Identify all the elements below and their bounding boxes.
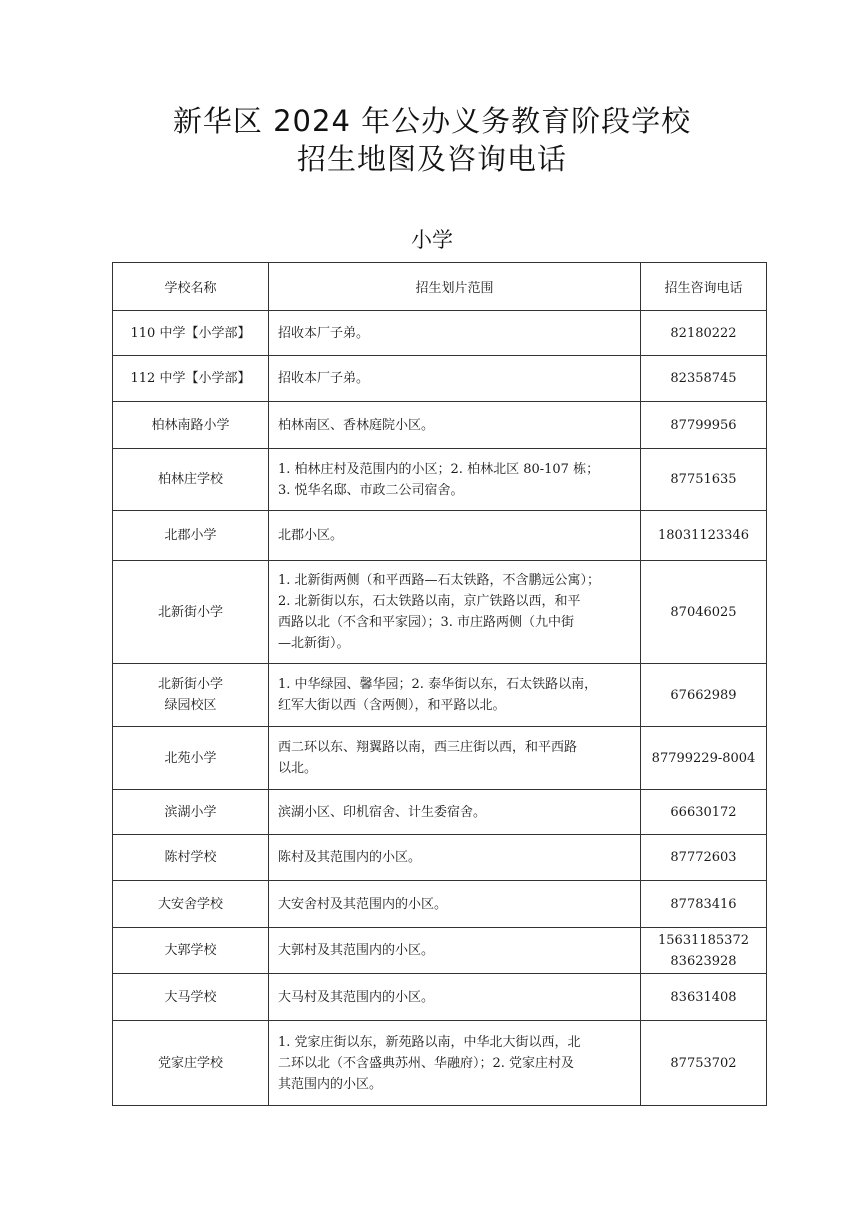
phone-line: 67662989 xyxy=(670,687,737,703)
enrollment-area-line: 柏林南区、香林庭院小区。 xyxy=(278,417,435,433)
enrollment-area-line: —北新街）。 xyxy=(278,636,350,651)
school-name-line: 大安舍学校 xyxy=(157,896,223,912)
phone-cell xyxy=(641,511,767,561)
table-header-row xyxy=(113,263,767,311)
enrollment-area-line: 招收本厂子弟。 xyxy=(278,325,370,341)
phone-line: 87753702 xyxy=(670,1055,737,1071)
phone-line: 82180222 xyxy=(670,325,737,341)
phone-cell xyxy=(641,835,767,881)
table-row xyxy=(113,402,767,449)
table-row xyxy=(113,727,767,790)
phone-cell xyxy=(641,402,767,449)
enrollment-area-cell xyxy=(269,835,641,881)
enrollment-area-line: 红军大街以西（含两侧），和平路以北。 xyxy=(278,698,506,713)
enrollment-area-line: 2. 北新街以东，石太铁路以南，京广铁路以西，和平 xyxy=(278,594,581,609)
header-phone: 招生咨询电话 xyxy=(641,263,767,311)
table-row xyxy=(113,561,767,664)
phone-cell xyxy=(641,928,767,974)
phone-cell xyxy=(641,561,767,664)
school-name-cell xyxy=(113,790,269,835)
school-name-cell xyxy=(113,835,269,881)
school-name-line: 北新街小学 xyxy=(157,677,223,692)
phone-cell xyxy=(641,790,767,835)
phone-line: 66630172 xyxy=(670,804,737,820)
phone-line: 87799956 xyxy=(670,417,737,433)
phone-line: 83623928 xyxy=(670,953,737,969)
enrollment-area-line: 其范围内的小区。 xyxy=(278,1076,383,1092)
table-row xyxy=(113,511,767,561)
enrollment-area-cell xyxy=(269,928,641,974)
phone-line: 83631408 xyxy=(670,989,737,1005)
enrollment-area-line: 北郡小区。 xyxy=(278,528,344,543)
table-row xyxy=(113,928,767,974)
enrollment-area-line: 二环以北（不含盛典苏州、华融府）；2. 党家庄村及 xyxy=(278,1055,575,1071)
school-name-line: 110 中学【小学部】 xyxy=(130,325,251,341)
phone-line: 82358745 xyxy=(670,371,737,386)
school-name-line: 大马学校 xyxy=(164,989,217,1005)
table-row xyxy=(113,449,767,511)
enrollment-area-line: 西二环以东、翔翼路以南，西三庄街以西，和平西路 xyxy=(278,740,578,755)
table-row xyxy=(113,356,767,402)
header-enrollment-area: 招生划片范围 xyxy=(269,263,641,311)
enrollment-area-line: 1. 北新街两侧（和平西路—石太铁路，不含鹏远公寓）； xyxy=(278,573,601,588)
school-name-line: 柏林南路小学 xyxy=(151,417,230,433)
phone-line: 87783416 xyxy=(670,896,737,912)
phone-cell xyxy=(641,664,767,727)
phone-line: 87772603 xyxy=(670,850,737,865)
enrollment-area-line: 陈村及其范围内的小区。 xyxy=(278,850,422,865)
school-name-line: 大郭学校 xyxy=(164,943,217,958)
enrollment-area-line: 西路以北（不含和平家园）；3. 市庄路两侧（九中街 xyxy=(278,615,575,630)
enrollment-area-line: 3. 悦华名邸、市政二公司宿舍。 xyxy=(278,482,464,498)
table-row xyxy=(113,974,767,1021)
table-row xyxy=(113,790,767,835)
phone-cell xyxy=(641,881,767,928)
enrollment-area-line: 大郭村及其范围内的小区。 xyxy=(278,943,435,958)
school-name-cell xyxy=(113,511,269,561)
enrollment-area-cell xyxy=(269,511,641,561)
enrollment-area-line: 滨湖小区、印机宿舍、计生委宿舍。 xyxy=(278,804,487,820)
school-name-cell xyxy=(113,311,269,356)
section-heading: 小学 xyxy=(411,228,453,252)
school-name-line: 柏林庄学校 xyxy=(157,472,223,487)
phone-line: 87799229-8004 xyxy=(651,750,756,766)
table-row xyxy=(113,1021,767,1106)
enrollment-area-cell xyxy=(269,311,641,356)
document-title xyxy=(0,102,864,178)
phone-line: 18031123346 xyxy=(658,528,749,543)
enrollment-area-cell xyxy=(269,974,641,1021)
enrollment-area-cell xyxy=(269,356,641,402)
school-name-line: 北郡小学 xyxy=(164,528,217,543)
phone-cell xyxy=(641,311,767,356)
phone-line: 87751635 xyxy=(670,472,737,487)
enrollment-area-line: 大马村及其范围内的小区。 xyxy=(278,989,435,1005)
school-name-line: 党家庄学校 xyxy=(157,1055,223,1071)
enrollment-area-cell xyxy=(269,881,641,928)
enrollment-area-line: 1. 柏林庄村及范围内的小区；2. 柏林北区 80-107 栋； xyxy=(278,461,600,477)
phone-line: 15631185372 xyxy=(658,932,749,948)
enrollment-area-cell xyxy=(269,790,641,835)
phone-cell xyxy=(641,356,767,402)
enrollment-area-cell xyxy=(269,664,641,727)
enrollment-area-cell xyxy=(269,449,641,511)
table-row xyxy=(113,835,767,881)
title-line-1: 新华区 2024 年公办义务教育阶段学校 xyxy=(172,104,692,138)
school-name-cell xyxy=(113,974,269,1021)
school-name-cell xyxy=(113,664,269,727)
table-row xyxy=(113,881,767,928)
school-name-cell xyxy=(113,356,269,402)
enrollment-table xyxy=(112,262,767,1106)
enrollment-area-cell xyxy=(269,402,641,449)
school-name-line: 绿园校区 xyxy=(164,698,217,713)
enrollment-area-line: 以北。 xyxy=(278,761,318,776)
header-school-name: 学校名称 xyxy=(113,263,269,311)
school-name-cell xyxy=(113,402,269,449)
school-name-cell xyxy=(113,881,269,928)
table-row xyxy=(113,311,767,356)
school-name-cell xyxy=(113,449,269,511)
school-name-line: 北苑小学 xyxy=(164,750,217,766)
enrollment-area-cell xyxy=(269,1021,641,1106)
enrollment-area-line: 1. 党家庄街以东，新苑路以南，中华北大街以西，北 xyxy=(278,1034,581,1050)
enrollment-area-cell xyxy=(269,561,641,664)
phone-cell xyxy=(641,727,767,790)
phone-cell xyxy=(641,974,767,1021)
phone-cell xyxy=(641,1021,767,1106)
enrollment-area-line: 大安舍村及其范围内的小区。 xyxy=(278,896,448,912)
school-name-cell xyxy=(113,928,269,974)
school-name-line: 滨湖小学 xyxy=(164,804,217,820)
enrollment-area-cell xyxy=(269,727,641,790)
school-name-line: 112 中学【小学部】 xyxy=(130,371,251,386)
table-row xyxy=(113,664,767,727)
school-name-cell xyxy=(113,1021,269,1106)
enrollment-area-line: 1. 中华绿园、馨华园；2. 泰华街以东，石太铁路以南， xyxy=(278,677,598,692)
school-name-cell xyxy=(113,561,269,664)
school-name-line: 北新街小学 xyxy=(157,604,223,620)
school-name-line: 陈村学校 xyxy=(164,850,217,865)
title-line-2: 招生地图及咨询电话 xyxy=(296,142,567,176)
phone-cell xyxy=(641,449,767,511)
school-name-cell xyxy=(113,727,269,790)
enrollment-area-line: 招收本厂子弟。 xyxy=(278,371,370,386)
phone-line: 87046025 xyxy=(670,604,737,620)
